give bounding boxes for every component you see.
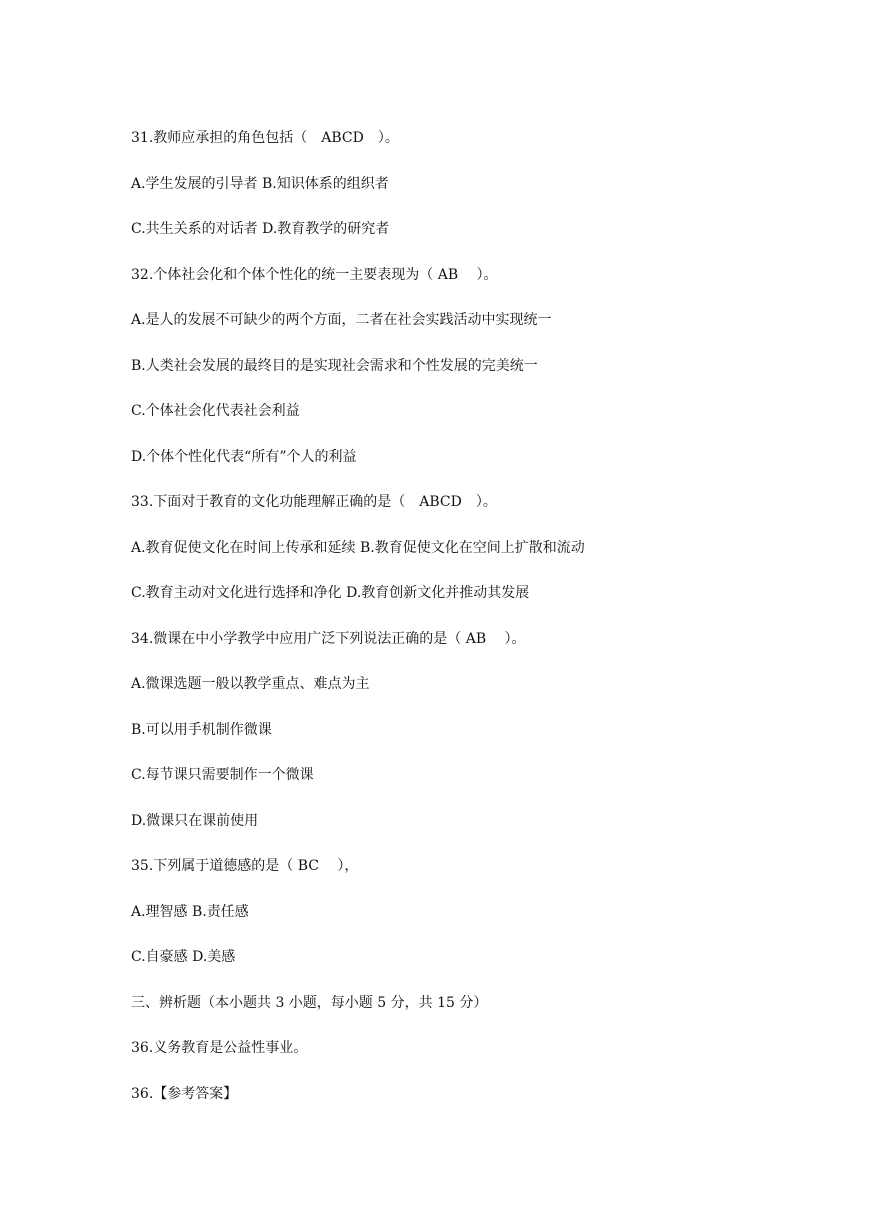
question-34-option-d: D.微课只在课前使用 <box>131 813 259 829</box>
question-35-stem: 35.下列属于道德感的是（ BC ）， <box>131 858 359 874</box>
question-32-stem: 32.个体社会化和个体个性化的统一主要表现为（ AB ）。 <box>131 267 498 283</box>
section-heading-analysis: 三、辨析题（本小题共 3 小题，每小题 5 分，共 15 分） <box>131 995 488 1011</box>
question-36-answer-heading: 36.【参考答案】 <box>131 1086 238 1102</box>
question-32-option-c: C.个体社会化代表社会利益 <box>131 403 300 419</box>
question-34-option-a: A.微课选题一般以教学重点、难点为主 <box>131 676 370 692</box>
question-35-options-cd: C.自豪感 D.美感 <box>131 949 236 965</box>
question-34-option-b: B.可以用手机制作微课 <box>131 722 272 738</box>
question-32-option-b: B.人类社会发展的最终目的是实现社会需求和个性发展的完美统一 <box>131 358 538 374</box>
question-33-options-ab: A.教育促使文化在时间上传承和延续 B.教育促使文化在空间上扩散和流动 <box>131 540 585 556</box>
question-33-options-cd: C.教育主动对文化进行选择和净化 D.教育创新文化并推动其发展 <box>131 585 530 601</box>
question-32-option-d: D.个体个性化代表“所有”个人的利益 <box>131 449 357 465</box>
question-34-stem: 34.微课在中小学教学中应用广泛下列说法正确的是（ AB ）。 <box>131 631 526 647</box>
question-32-option-a: A.是人的发展不可缺少的两个方面，二者在社会实践活动中实现统一 <box>131 312 552 328</box>
question-31-options-cd: C.共生关系的对话者 D.教育教学的研究者 <box>131 221 390 237</box>
question-34-option-c: C.每节课只需要制作一个微课 <box>131 767 314 783</box>
question-31-stem: 31.教师应承担的角色包括（ ABCD ）。 <box>131 130 399 146</box>
question-31-options-ab: A.学生发展的引导者 B.知识体系的组织者 <box>131 176 389 192</box>
question-33-stem: 33.下面对于教育的文化功能理解正确的是（ ABCD ）。 <box>131 494 497 510</box>
question-36-stem: 36.义务教育是公益性事业。 <box>131 1040 308 1056</box>
question-35-options-ab: A.理智感 B.责任感 <box>131 904 249 920</box>
